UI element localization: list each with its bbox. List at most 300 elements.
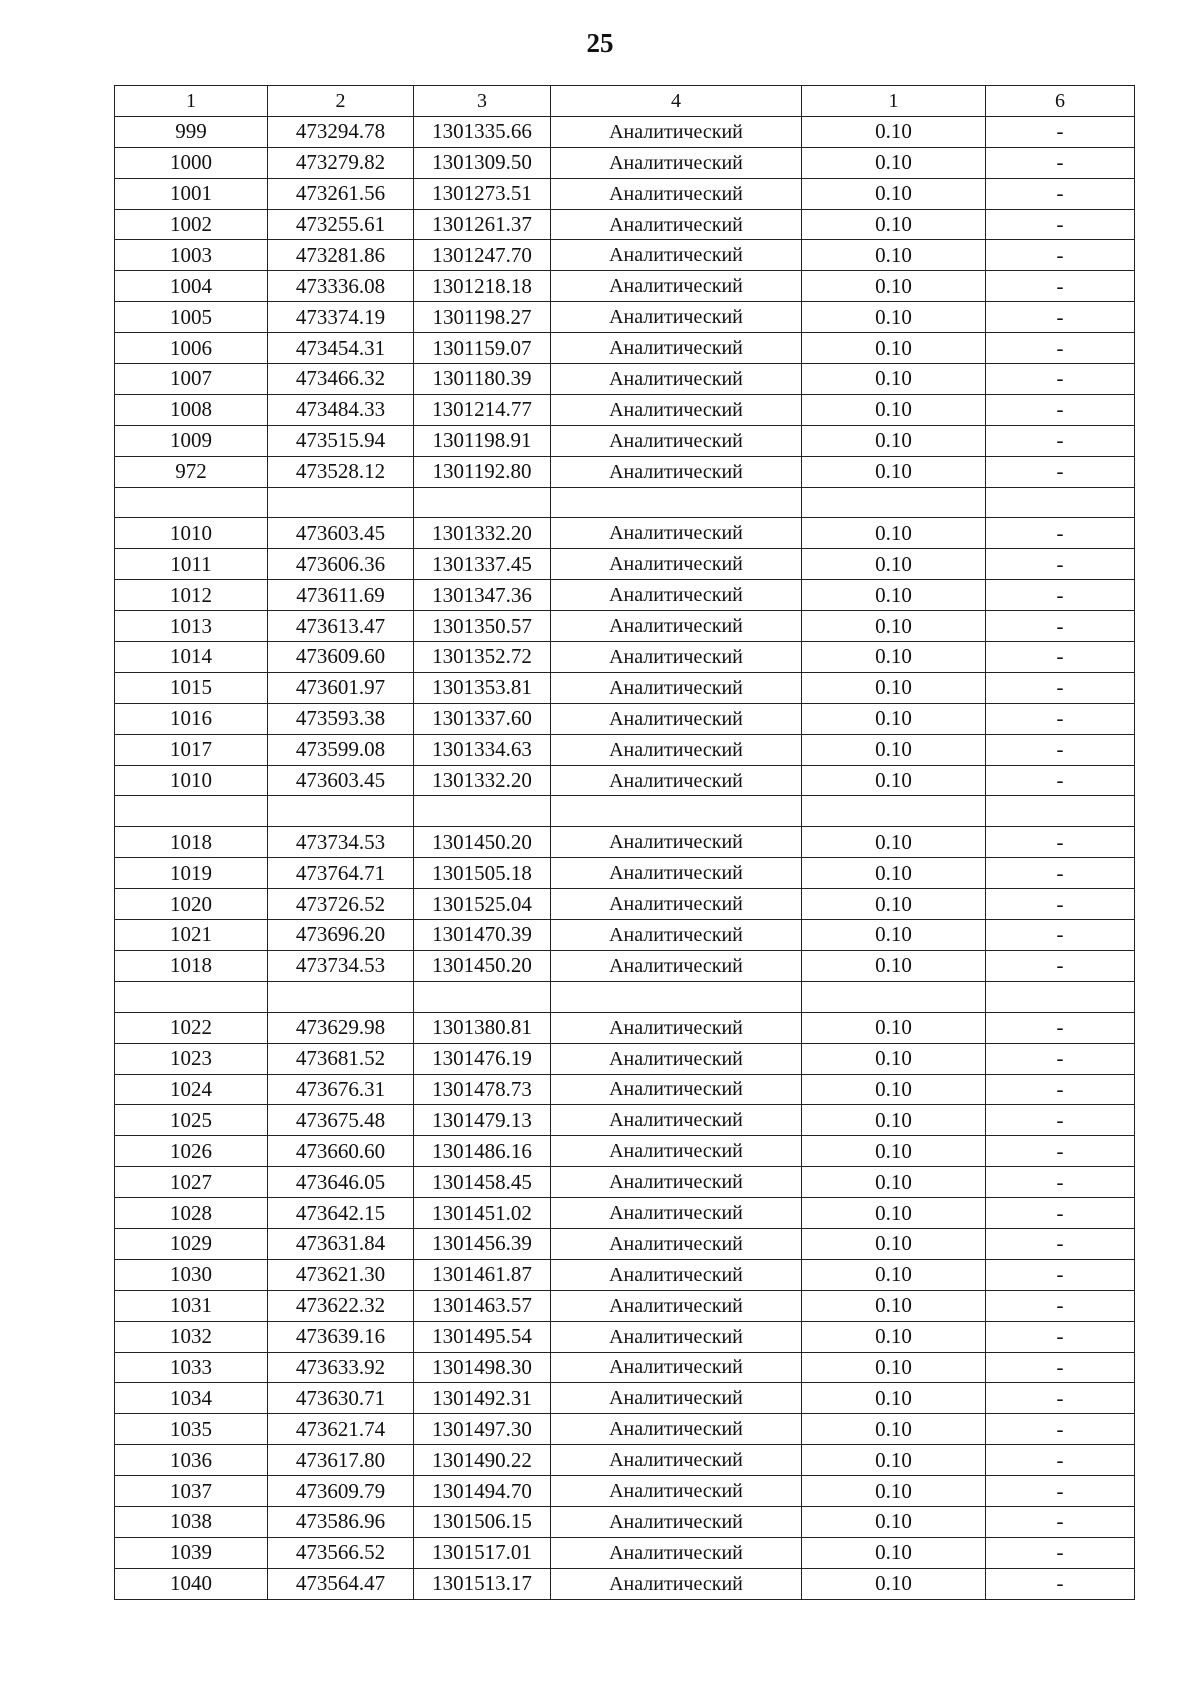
cell-accuracy: 0.10 xyxy=(802,1321,986,1352)
cell-coord-y: 1301492.31 xyxy=(414,1383,551,1414)
table-row xyxy=(115,858,1135,889)
cell-point-number: 999 xyxy=(115,116,268,147)
cell-coord-y: 1301198.27 xyxy=(414,302,551,333)
cell-accuracy xyxy=(802,981,986,1012)
cell-point-number: 1020 xyxy=(115,889,268,920)
cell-method: Аналитический xyxy=(551,1259,802,1290)
cell-accuracy: 0.10 xyxy=(802,302,986,333)
cell-note: - xyxy=(986,240,1135,271)
table-row xyxy=(115,1445,1135,1476)
cell-method: Аналитический xyxy=(551,611,802,642)
cell-coord-y: 1301479.13 xyxy=(414,1105,551,1136)
cell-coord-y: 1301198.91 xyxy=(414,425,551,456)
table-row xyxy=(115,1074,1135,1105)
cell-coord-y: 1301159.07 xyxy=(414,333,551,364)
cell-point-number: 1019 xyxy=(115,858,268,889)
cell-accuracy: 0.10 xyxy=(802,920,986,951)
cell-coord-y: 1301506.15 xyxy=(414,1506,551,1537)
table-row xyxy=(115,1259,1135,1290)
cell-point-number: 1030 xyxy=(115,1259,268,1290)
cell-note: - xyxy=(986,333,1135,364)
cell-point-number: 1031 xyxy=(115,1290,268,1321)
cell-accuracy: 0.10 xyxy=(802,1105,986,1136)
cell-coord-y: 1301513.17 xyxy=(414,1568,551,1599)
cell-coord-y: 1301214.77 xyxy=(414,394,551,425)
cell-accuracy: 0.10 xyxy=(802,1476,986,1507)
cell-coord-x: 473279.82 xyxy=(268,147,414,178)
cell-point-number: 1004 xyxy=(115,271,268,302)
table-row xyxy=(115,302,1135,333)
cell-point-number: 1025 xyxy=(115,1105,268,1136)
cell-note: - xyxy=(986,889,1135,920)
cell-coord-y xyxy=(414,487,551,518)
cell-point-number: 972 xyxy=(115,456,268,487)
cell-coord-y: 1301486.16 xyxy=(414,1136,551,1167)
cell-note: - xyxy=(986,580,1135,611)
cell-point-number: 1037 xyxy=(115,1476,268,1507)
cell-coord-x: 473681.52 xyxy=(268,1043,414,1074)
coordinates-table xyxy=(114,85,1135,1600)
cell-note: - xyxy=(986,1445,1135,1476)
cell-accuracy: 0.10 xyxy=(802,1074,986,1105)
cell-method: Аналитический xyxy=(551,333,802,364)
cell-accuracy: 0.10 xyxy=(802,950,986,981)
table-row xyxy=(115,580,1135,611)
cell-method: Аналитический xyxy=(551,580,802,611)
cell-point-number: 1006 xyxy=(115,333,268,364)
separator-row xyxy=(115,981,1135,1012)
cell-coord-x: 473611.69 xyxy=(268,580,414,611)
table-row xyxy=(115,889,1135,920)
cell-method: Аналитический xyxy=(551,950,802,981)
cell-note: - xyxy=(986,1476,1135,1507)
table-header xyxy=(115,86,1135,117)
cell-coord-y: 1301450.20 xyxy=(414,950,551,981)
cell-point-number xyxy=(115,796,268,827)
cell-coord-y: 1301337.45 xyxy=(414,549,551,580)
cell-coord-y: 1301380.81 xyxy=(414,1012,551,1043)
cell-point-number: 1022 xyxy=(115,1012,268,1043)
cell-note: - xyxy=(986,364,1135,395)
cell-method: Аналитический xyxy=(551,1352,802,1383)
cell-note: - xyxy=(986,209,1135,240)
cell-point-number: 1018 xyxy=(115,827,268,858)
table-row xyxy=(115,178,1135,209)
cell-accuracy: 0.10 xyxy=(802,1259,986,1290)
cell-coord-y: 1301247.70 xyxy=(414,240,551,271)
cell-method: Аналитический xyxy=(551,1136,802,1167)
cell-coord-x: 473281.86 xyxy=(268,240,414,271)
cell-coord-x: 473601.97 xyxy=(268,672,414,703)
table-row xyxy=(115,116,1135,147)
cell-coord-y: 1301461.87 xyxy=(414,1259,551,1290)
cell-note: - xyxy=(986,1414,1135,1445)
cell-method: Аналитический xyxy=(551,271,802,302)
cell-note: - xyxy=(986,1228,1135,1259)
cell-method: Аналитический xyxy=(551,1414,802,1445)
cell-method: Аналитический xyxy=(551,1476,802,1507)
cell-accuracy: 0.10 xyxy=(802,209,986,240)
table-row xyxy=(115,1012,1135,1043)
cell-method: Аналитический xyxy=(551,1537,802,1568)
cell-accuracy xyxy=(802,796,986,827)
cell-point-number: 1040 xyxy=(115,1568,268,1599)
cell-method: Аналитический xyxy=(551,858,802,889)
cell-accuracy: 0.10 xyxy=(802,364,986,395)
cell-point-number: 1018 xyxy=(115,950,268,981)
cell-point-number: 1033 xyxy=(115,1352,268,1383)
cell-point-number: 1010 xyxy=(115,765,268,796)
table-row xyxy=(115,1352,1135,1383)
cell-method: Аналитический xyxy=(551,765,802,796)
cell-note: - xyxy=(986,518,1135,549)
cell-accuracy: 0.10 xyxy=(802,333,986,364)
cell-accuracy: 0.10 xyxy=(802,1198,986,1229)
cell-coord-y: 1301180.39 xyxy=(414,364,551,395)
cell-point-number: 1013 xyxy=(115,611,268,642)
table-row xyxy=(115,1383,1135,1414)
cell-method: Аналитический xyxy=(551,1012,802,1043)
cell-note: - xyxy=(986,920,1135,951)
cell-coord-y: 1301463.57 xyxy=(414,1290,551,1321)
cell-coord-x: 473593.38 xyxy=(268,703,414,734)
cell-note: - xyxy=(986,1136,1135,1167)
cell-coord-x xyxy=(268,981,414,1012)
cell-coord-y: 1301335.66 xyxy=(414,116,551,147)
table-row xyxy=(115,1043,1135,1074)
cell-accuracy: 0.10 xyxy=(802,827,986,858)
cell-coord-y: 1301490.22 xyxy=(414,1445,551,1476)
separator-row xyxy=(115,796,1135,827)
cell-accuracy: 0.10 xyxy=(802,1043,986,1074)
table-row xyxy=(115,394,1135,425)
table-row xyxy=(115,1136,1135,1167)
cell-point-number: 1001 xyxy=(115,178,268,209)
cell-coord-x: 473646.05 xyxy=(268,1167,414,1198)
cell-note: - xyxy=(986,827,1135,858)
cell-note: - xyxy=(986,1043,1135,1074)
cell-point-number: 1009 xyxy=(115,425,268,456)
cell-note: - xyxy=(986,1105,1135,1136)
table-row xyxy=(115,1167,1135,1198)
cell-accuracy: 0.10 xyxy=(802,425,986,456)
cell-coord-y: 1301332.20 xyxy=(414,518,551,549)
cell-coord-x xyxy=(268,487,414,518)
cell-coord-x: 473454.31 xyxy=(268,333,414,364)
cell-coord-x: 473484.33 xyxy=(268,394,414,425)
table-row xyxy=(115,549,1135,580)
table-row xyxy=(115,1228,1135,1259)
cell-coord-x: 473764.71 xyxy=(268,858,414,889)
cell-note: - xyxy=(986,549,1135,580)
table-row xyxy=(115,1568,1135,1599)
cell-method xyxy=(551,487,802,518)
cell-method: Аналитический xyxy=(551,1167,802,1198)
cell-coord-x: 473621.74 xyxy=(268,1414,414,1445)
table-row xyxy=(115,642,1135,673)
cell-note: - xyxy=(986,271,1135,302)
cell-note: - xyxy=(986,1012,1135,1043)
cell-coord-y: 1301309.50 xyxy=(414,147,551,178)
cell-method: Аналитический xyxy=(551,456,802,487)
page-number: 25 xyxy=(586,28,614,58)
cell-coord-y: 1301352.72 xyxy=(414,642,551,673)
cell-coord-x: 473599.08 xyxy=(268,734,414,765)
cell-note: - xyxy=(986,950,1135,981)
cell-coord-y: 1301498.30 xyxy=(414,1352,551,1383)
cell-note: - xyxy=(986,1383,1135,1414)
cell-accuracy: 0.10 xyxy=(802,611,986,642)
cell-coord-x: 473564.47 xyxy=(268,1568,414,1599)
cell-accuracy: 0.10 xyxy=(802,178,986,209)
cell-accuracy: 0.10 xyxy=(802,734,986,765)
cell-point-number: 1016 xyxy=(115,703,268,734)
cell-coord-x: 473617.80 xyxy=(268,1445,414,1476)
cell-coord-y: 1301451.02 xyxy=(414,1198,551,1229)
cell-accuracy: 0.10 xyxy=(802,672,986,703)
table-row xyxy=(115,1506,1135,1537)
cell-point-number: 1029 xyxy=(115,1228,268,1259)
cell-coord-y xyxy=(414,796,551,827)
cell-coord-y: 1301192.80 xyxy=(414,456,551,487)
cell-coord-x: 473374.19 xyxy=(268,302,414,333)
cell-note xyxy=(986,487,1135,518)
cell-accuracy: 0.10 xyxy=(802,394,986,425)
table-row xyxy=(115,147,1135,178)
cell-note: - xyxy=(986,1198,1135,1229)
cell-note: - xyxy=(986,1259,1135,1290)
cell-point-number: 1008 xyxy=(115,394,268,425)
table-row xyxy=(115,1105,1135,1136)
cell-method: Аналитический xyxy=(551,703,802,734)
cell-point-number: 1000 xyxy=(115,147,268,178)
cell-method: Аналитический xyxy=(551,240,802,271)
column-header-2: 2 xyxy=(268,86,414,117)
table-row xyxy=(115,1537,1135,1568)
cell-note: - xyxy=(986,703,1135,734)
column-header-3: 3 xyxy=(414,86,551,117)
cell-accuracy: 0.10 xyxy=(802,1228,986,1259)
cell-coord-y: 1301347.36 xyxy=(414,580,551,611)
cell-note: - xyxy=(986,1568,1135,1599)
cell-accuracy: 0.10 xyxy=(802,1506,986,1537)
cell-point-number: 1007 xyxy=(115,364,268,395)
cell-coord-y: 1301517.01 xyxy=(414,1537,551,1568)
table-row xyxy=(115,333,1135,364)
cell-note: - xyxy=(986,425,1135,456)
column-header-1: 1 xyxy=(115,86,268,117)
table-row xyxy=(115,1414,1135,1445)
cell-accuracy: 0.10 xyxy=(802,858,986,889)
cell-coord-y: 1301337.60 xyxy=(414,703,551,734)
cell-accuracy: 0.10 xyxy=(802,1167,986,1198)
cell-point-number: 1023 xyxy=(115,1043,268,1074)
cell-accuracy: 0.10 xyxy=(802,1414,986,1445)
cell-coord-x: 473630.71 xyxy=(268,1383,414,1414)
table-row xyxy=(115,518,1135,549)
table-row xyxy=(115,425,1135,456)
cell-coord-y: 1301476.19 xyxy=(414,1043,551,1074)
cell-point-number: 1014 xyxy=(115,642,268,673)
cell-accuracy: 0.10 xyxy=(802,1352,986,1383)
cell-accuracy: 0.10 xyxy=(802,1136,986,1167)
cell-point-number: 1026 xyxy=(115,1136,268,1167)
cell-coord-x: 473515.94 xyxy=(268,425,414,456)
table-row xyxy=(115,1290,1135,1321)
cell-accuracy: 0.10 xyxy=(802,1012,986,1043)
table-row xyxy=(115,920,1135,951)
cell-coord-y xyxy=(414,981,551,1012)
cell-method: Аналитический xyxy=(551,1043,802,1074)
cell-accuracy xyxy=(802,487,986,518)
header-row xyxy=(115,86,1135,117)
cell-method: Аналитический xyxy=(551,518,802,549)
cell-point-number: 1003 xyxy=(115,240,268,271)
cell-coord-x: 473261.56 xyxy=(268,178,414,209)
cell-method: Аналитический xyxy=(551,1074,802,1105)
cell-coord-x: 473696.20 xyxy=(268,920,414,951)
cell-point-number: 1002 xyxy=(115,209,268,240)
table-row xyxy=(115,703,1135,734)
cell-coord-y: 1301458.45 xyxy=(414,1167,551,1198)
cell-point-number: 1010 xyxy=(115,518,268,549)
cell-method: Аналитический xyxy=(551,1506,802,1537)
cell-coord-y: 1301495.54 xyxy=(414,1321,551,1352)
cell-method: Аналитический xyxy=(551,1445,802,1476)
cell-note: - xyxy=(986,611,1135,642)
table-row xyxy=(115,209,1135,240)
cell-coord-x: 473606.36 xyxy=(268,549,414,580)
cell-coord-x: 473613.47 xyxy=(268,611,414,642)
cell-point-number: 1011 xyxy=(115,549,268,580)
cell-point-number: 1012 xyxy=(115,580,268,611)
cell-note: - xyxy=(986,394,1135,425)
cell-coord-y: 1301470.39 xyxy=(414,920,551,951)
cell-accuracy: 0.10 xyxy=(802,889,986,920)
cell-note: - xyxy=(986,456,1135,487)
cell-coord-y: 1301478.73 xyxy=(414,1074,551,1105)
cell-accuracy: 0.10 xyxy=(802,1568,986,1599)
cell-coord-x: 473660.60 xyxy=(268,1136,414,1167)
cell-note xyxy=(986,981,1135,1012)
cell-accuracy: 0.10 xyxy=(802,1383,986,1414)
cell-accuracy: 0.10 xyxy=(802,147,986,178)
cell-accuracy: 0.10 xyxy=(802,1537,986,1568)
cell-note: - xyxy=(986,858,1135,889)
cell-point-number: 1017 xyxy=(115,734,268,765)
cell-note: - xyxy=(986,1074,1135,1105)
cell-method: Аналитический xyxy=(551,302,802,333)
column-header-5: 1 xyxy=(802,86,986,117)
cell-accuracy: 0.10 xyxy=(802,1290,986,1321)
table-row xyxy=(115,1198,1135,1229)
cell-coord-x: 473639.16 xyxy=(268,1321,414,1352)
cell-coord-y: 1301261.37 xyxy=(414,209,551,240)
cell-coord-x: 473566.52 xyxy=(268,1537,414,1568)
table-row xyxy=(115,456,1135,487)
cell-note: - xyxy=(986,1290,1135,1321)
cell-point-number: 1034 xyxy=(115,1383,268,1414)
table-row xyxy=(115,1321,1135,1352)
cell-coord-y: 1301350.57 xyxy=(414,611,551,642)
cell-point-number: 1039 xyxy=(115,1537,268,1568)
cell-coord-x: 473609.79 xyxy=(268,1476,414,1507)
cell-note: - xyxy=(986,147,1135,178)
cell-note xyxy=(986,796,1135,827)
cell-point-number: 1015 xyxy=(115,672,268,703)
cell-method: Аналитический xyxy=(551,364,802,395)
table-row xyxy=(115,364,1135,395)
cell-coord-y: 1301494.70 xyxy=(414,1476,551,1507)
separator-row xyxy=(115,487,1135,518)
cell-coord-y: 1301497.30 xyxy=(414,1414,551,1445)
cell-coord-x: 473336.08 xyxy=(268,271,414,302)
table-row xyxy=(115,950,1135,981)
cell-coord-x: 473734.53 xyxy=(268,950,414,981)
cell-coord-y: 1301456.39 xyxy=(414,1228,551,1259)
cell-coord-x: 473621.30 xyxy=(268,1259,414,1290)
cell-coord-x: 473528.12 xyxy=(268,456,414,487)
cell-coord-y: 1301525.04 xyxy=(414,889,551,920)
cell-note: - xyxy=(986,1321,1135,1352)
cell-point-number xyxy=(115,487,268,518)
cell-coord-x: 473675.48 xyxy=(268,1105,414,1136)
table-row xyxy=(115,734,1135,765)
cell-note: - xyxy=(986,116,1135,147)
cell-coord-x: 473631.84 xyxy=(268,1228,414,1259)
cell-coord-x: 473466.32 xyxy=(268,364,414,395)
cell-method: Аналитический xyxy=(551,1290,802,1321)
cell-note: - xyxy=(986,765,1135,796)
column-header-4: 4 xyxy=(551,86,802,117)
cell-coord-x: 473603.45 xyxy=(268,765,414,796)
cell-note: - xyxy=(986,302,1135,333)
cell-method: Аналитический xyxy=(551,672,802,703)
cell-accuracy: 0.10 xyxy=(802,1445,986,1476)
table-row xyxy=(115,611,1135,642)
cell-coord-x: 473642.15 xyxy=(268,1198,414,1229)
table-row xyxy=(115,1476,1135,1507)
cell-coord-x: 473255.61 xyxy=(268,209,414,240)
cell-method: Аналитический xyxy=(551,1321,802,1352)
cell-method: Аналитический xyxy=(551,147,802,178)
cell-point-number: 1024 xyxy=(115,1074,268,1105)
cell-coord-y: 1301218.18 xyxy=(414,271,551,302)
cell-method: Аналитический xyxy=(551,116,802,147)
cell-point-number: 1028 xyxy=(115,1198,268,1229)
cell-coord-x: 473629.98 xyxy=(268,1012,414,1043)
cell-coord-x: 473609.60 xyxy=(268,642,414,673)
cell-method: Аналитический xyxy=(551,1198,802,1229)
cell-coord-x: 473586.96 xyxy=(268,1506,414,1537)
cell-accuracy: 0.10 xyxy=(802,642,986,673)
cell-method: Аналитический xyxy=(551,1383,802,1414)
cell-point-number: 1027 xyxy=(115,1167,268,1198)
cell-note: - xyxy=(986,1167,1135,1198)
cell-coord-x: 473734.53 xyxy=(268,827,414,858)
cell-accuracy: 0.10 xyxy=(802,549,986,580)
table-row xyxy=(115,240,1135,271)
table-row xyxy=(115,271,1135,302)
cell-method: Аналитический xyxy=(551,734,802,765)
cell-note: - xyxy=(986,642,1135,673)
cell-note: - xyxy=(986,1537,1135,1568)
cell-accuracy: 0.10 xyxy=(802,271,986,302)
cell-coord-y: 1301505.18 xyxy=(414,858,551,889)
cell-coord-y: 1301450.20 xyxy=(414,827,551,858)
cell-accuracy: 0.10 xyxy=(802,703,986,734)
cell-accuracy: 0.10 xyxy=(802,240,986,271)
